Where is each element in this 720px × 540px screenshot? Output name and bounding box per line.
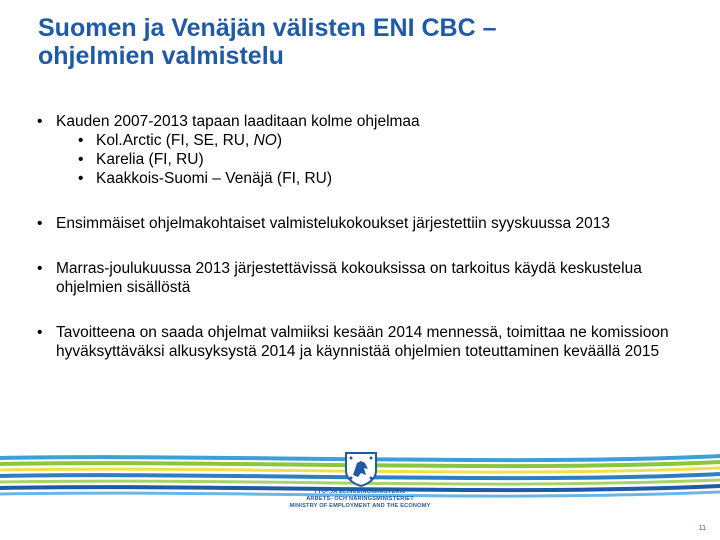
bullet-item-2: • Ensimmäiset ohjelmakohtaiset valmistelukokoukset järjestettiin syyskuussa 2013 [36, 214, 696, 233]
ministry-logo-text [260, 489, 460, 510]
sub-bullet-kolarctic-text: Kol.Arctic (FI, SE, RU, [96, 132, 254, 149]
finnish-coat-of-arms-icon [344, 451, 378, 487]
slide-title-line-1: Suomen ja Venäjän välisten ENI CBC – [38, 14, 497, 42]
sub-bullet-kaakkois-suomi: • Kaakkois-Suomi – Venäjä (FI, RU) [36, 169, 696, 188]
ministry-name-sv: ARBETS- OCH NÄRINGSMINISTERIET [306, 496, 414, 502]
sub-bullet-karelia: • Karelia (FI, RU) [36, 150, 696, 169]
sub-bullet-kolarctic [36, 131, 696, 150]
page-number: 11 [698, 525, 706, 532]
ministry-name-fi: TYÖ- JA ELINKEINOMINISTERIÖ [314, 489, 406, 495]
ministry-name-en: MINISTRY OF EMPLOYMENT AND THE ECONOMY [289, 503, 431, 509]
slide-title [38, 14, 698, 70]
slide-title-line-2: ohjelmien valmistelu [38, 42, 284, 70]
bullet-item-1: • Kauden 2007-2013 tapaan laaditaan kolme ohjelmaa [36, 112, 696, 131]
bullet-list [36, 112, 696, 361]
bullet-item-3: • Marras-joulukuussa 2013 järjestettävissä kokouksissa on tarkoitus käydä keskustelua ohjelmien sisällöstä [36, 259, 696, 297]
sub-bullet-kolarctic-italic: NO [253, 132, 277, 149]
bullet-item-4: • Tavoitteena on saada ohjelmat valmiiksi kesään 2014 mennessä, toimittaa ne komissioon hyväksyttäväksi alkusyksystä 2014 ja käynnistää ohjelmien toteuttaminen keväällä 2015 [36, 323, 696, 361]
sub-bullet-kolarctic-close: ) [276, 132, 283, 149]
